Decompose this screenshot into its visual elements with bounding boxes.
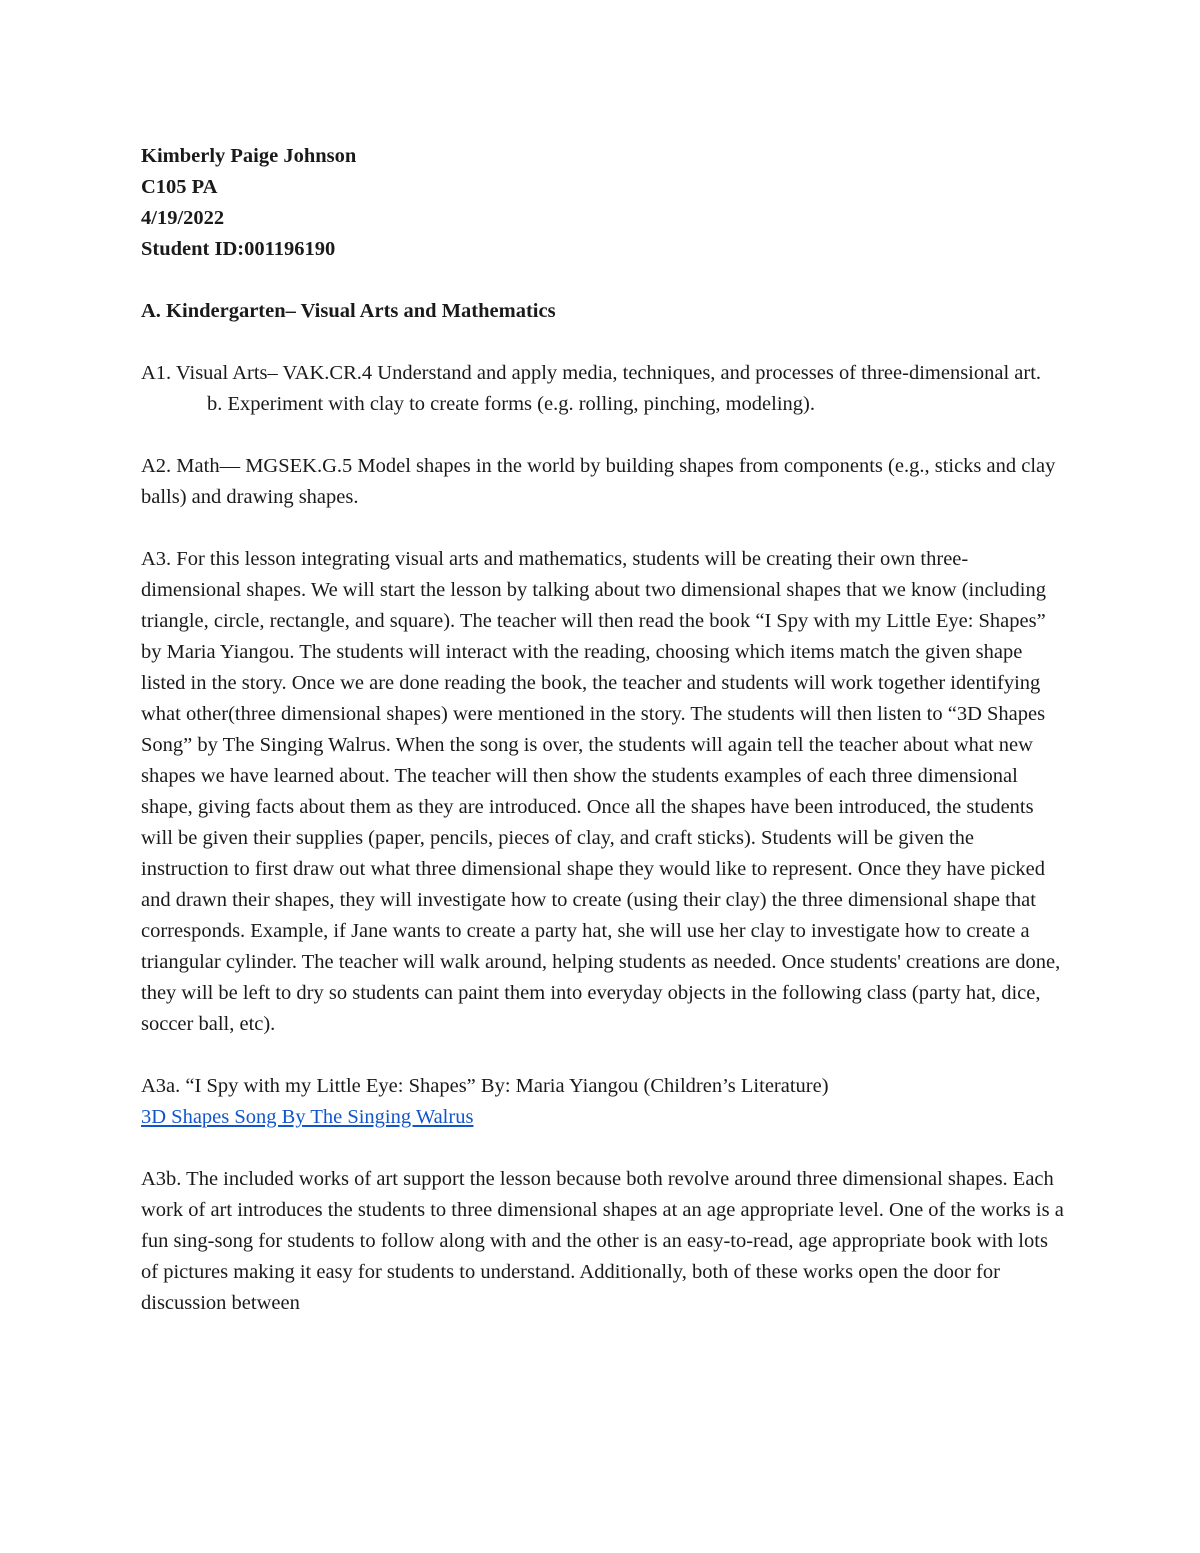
spacer xyxy=(141,1040,1066,1071)
document-body xyxy=(141,141,1066,1319)
author-name: Kimberly Paige Johnson xyxy=(141,145,357,167)
spacer xyxy=(141,513,1066,544)
a3a-song-link-line xyxy=(141,1102,1066,1133)
spacer xyxy=(141,1133,1066,1164)
song-link[interactable]: 3D Shapes Song By The Singing Walrus xyxy=(141,1106,474,1128)
a3b-paragraph: A3b. The included works of art support the lesson because both revolve around three dimensional shapes. Each work of art introduces the students to three dimensional shapes at an age appropriate level. One of the works is a fun sing-song for students to follow along with and the other is an easy-to-read, age appropriate book with lots of pictures making it easy for students to understand. Additionally, both of these works open the door for discussion between xyxy=(141,1168,1064,1314)
section-a-heading: A. Kindergarten– Visual Arts and Mathematics xyxy=(141,300,556,322)
course-code: C105 PA xyxy=(141,176,218,198)
a3-paragraph: A3. For this lesson integrating visual arts and mathematics, students will be creating their own three-dimensional shapes. We will start the lesson by talking about two dimensional shapes that we know (including triangle, circle, rectangle, and square). The teacher will then read the book “I Spy with my Little Eye: Shapes” by Maria Yiangou. The students will interact with the reading, choosing which items match the given shape listed in the story. Once we are done reading the book, the teacher and students will work together identifying what other(three dimensional shapes) were mentioned in the story. The students will then listen to “3D Shapes Song” by The Singing Walrus. When the song is over, the students will again tell the teacher about what new shapes we have learned about. The teacher will then show the students examples of each three dimensional shape, giving facts about them as they are introduced. Once all the shapes have been introduced, the students will be given their supplies (paper, pencils, pieces of clay, and craft sticks). Students will be given the instruction to first draw out what three dimensional shape they would like to represent. Once they have picked and drawn their shapes, they will investigate how to create (using their clay) the three dimensional shape that corresponds. Example, if Jane wants to create a party hat, she will use her clay to investigate how to create a triangular cylinder. The teacher will walk around, helping students as needed. Once students' creations are done, they will be left to dry so students can paint them into everyday objects in the following class (party hat, dice, soccer ball, etc). xyxy=(141,548,1061,1035)
spacer xyxy=(141,265,1066,296)
a2-paragraph: A2. Math— MGSEK.G.5 Model shapes in the world by building shapes from components (e.g., sticks and clay balls) and drawing shapes. xyxy=(141,455,1056,508)
submission-date: 4/19/2022 xyxy=(141,207,225,229)
spacer xyxy=(141,420,1066,451)
a3a-paragraph: A3a. “I Spy with my Little Eye: Shapes” By: Maria Yiangou (Children’s Literature) xyxy=(141,1075,829,1097)
a1-subpoint: b. Experiment with clay to create forms (e.g. rolling, pinching, modeling). xyxy=(207,393,816,415)
spacer xyxy=(141,327,1066,358)
student-id: Student ID:001196190 xyxy=(141,238,336,260)
a1-paragraph: A1. Visual Arts– VAK.CR.4 Understand and apply media, techniques, and processes of three-dimensional art. xyxy=(141,362,1042,384)
